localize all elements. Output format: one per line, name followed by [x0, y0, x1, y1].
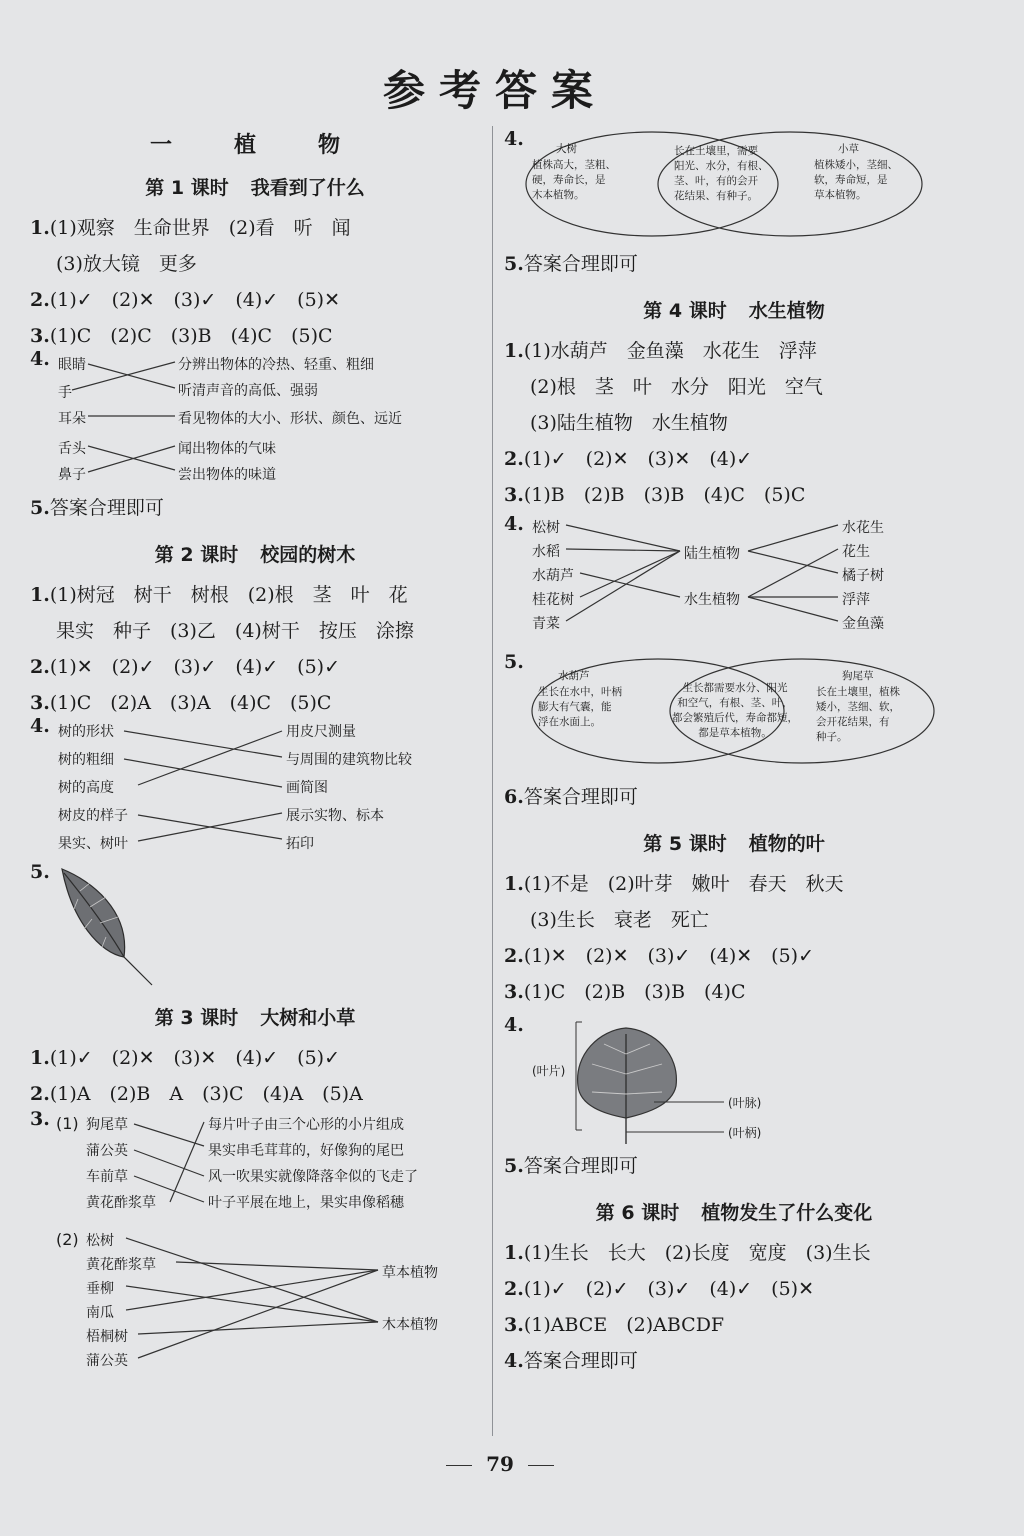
answer-text: (1)A (2)B A (3)C (4)A (5)A	[49, 1083, 363, 1105]
match-left-item: 水葫芦	[532, 568, 574, 584]
matching-senses	[30, 348, 480, 490]
answer-line	[30, 318, 480, 354]
leaf-rubbing-figure	[30, 861, 480, 989]
match-left-item: 青菜	[532, 616, 560, 632]
venn-tree-grass	[504, 128, 964, 246]
answer-line	[504, 441, 964, 477]
leaf-structure-figure	[504, 1014, 964, 1148]
question-number: 1.	[30, 584, 50, 606]
match-left-item: 手	[58, 385, 72, 401]
question-number: 3.	[30, 325, 50, 347]
answer-line	[504, 938, 964, 974]
answer-text: (1)✓ (2)✓ (3)✓ (4)✓ (5)✕	[523, 1278, 815, 1300]
match-left-item: 狗尾草	[86, 1117, 128, 1133]
leaf-vein-label: (叶脉)	[728, 1096, 762, 1110]
question-number: 2.	[30, 1083, 50, 1105]
answer-text: (1)B (2)B (3)B (4)C (5)C	[523, 484, 806, 506]
venn-left-title: 水葫芦	[558, 670, 590, 682]
sub-question-label: (1)	[56, 1114, 79, 1133]
match-left-item: 树的形状	[58, 724, 114, 740]
match-middle-item: 水生植物	[684, 592, 740, 608]
venn-middle-text: 长在土壤里，需要 阳光、水分，有根、 茎、叶，有的会开 花结果、有种子。	[674, 145, 769, 202]
lesson-name: 水生植物	[748, 300, 825, 322]
question-number: 4.	[504, 513, 524, 535]
question-number: 3.	[504, 484, 524, 506]
match-left-item: 南瓜	[86, 1305, 114, 1321]
question-number: 4.	[30, 348, 50, 370]
match-right-item: 每片叶子由三个心形的小片组成	[208, 1117, 404, 1133]
page-title: 参考答案	[382, 66, 607, 115]
lesson-number: 第 5 课时	[643, 833, 727, 855]
lesson-6-title	[504, 1198, 964, 1225]
match-right-item: 用皮尺测量	[286, 724, 356, 740]
question-number: 2.	[504, 1278, 524, 1300]
match-left-item: 车前草	[86, 1169, 128, 1185]
answer-text: (1)C (2)B (3)B (4)C	[523, 981, 746, 1003]
match-right-item: 浮萍	[842, 592, 870, 608]
lesson-number: 第 4 课时	[643, 300, 727, 322]
lesson-2-title	[30, 540, 480, 567]
question-number: 4.	[30, 715, 50, 737]
question-number: 4.	[504, 1014, 524, 1036]
answer-line	[30, 649, 480, 685]
sub-question-label: (2)	[56, 1230, 79, 1249]
answer-line: (2)根 茎 叶 水分 阳光 空气	[530, 376, 823, 398]
question-number: 3.	[504, 981, 524, 1003]
right-column	[504, 120, 964, 1379]
answer-text: 答案合理即可	[49, 497, 164, 519]
answer-line	[504, 1307, 964, 1343]
match-left-item: 蒲公英	[86, 1143, 128, 1159]
answer-text: 答案合理即可	[523, 1155, 638, 1177]
venn-left-text: 生长在水中，叶柄 膨大有气囊，能 浮在水面上。	[538, 686, 622, 728]
venn-left-title: 大树	[556, 143, 577, 155]
question-number: 5.	[504, 1155, 524, 1177]
lesson-number: 第 6 课时	[595, 1202, 680, 1224]
lesson-name: 植物发生了什么变化	[701, 1202, 873, 1224]
answer-text: (1)观察 生命世界 (2)看 听 闻	[49, 217, 351, 239]
venn-right-text: 长在土壤里，植株 矮小，茎细、软， 会开花结果，有 种子。	[816, 686, 900, 743]
lesson-5-title	[504, 829, 964, 856]
match-right-item: 橘子树	[842, 568, 884, 584]
leaf-blade-label: (叶片)	[532, 1064, 566, 1078]
answer-line: (3)生长 衰老 死亡	[530, 909, 709, 931]
match-left-item: 树皮的样子	[58, 808, 128, 824]
lesson-name: 植物的叶	[748, 833, 825, 855]
match-right-item: 木本植物	[382, 1317, 438, 1333]
lesson-number: 第 1 课时	[145, 177, 229, 199]
question-number: 1.	[504, 873, 524, 895]
answer-line	[30, 1040, 480, 1076]
lesson-3-title	[30, 1003, 480, 1030]
column-divider	[492, 126, 493, 1436]
question-number: 3.	[30, 1108, 50, 1130]
page-footer	[0, 1452, 1000, 1476]
match-left-item: 松树	[86, 1233, 114, 1249]
answer-line	[504, 1235, 964, 1271]
answer-line	[30, 1076, 480, 1112]
leaf-rubbing-icon	[52, 861, 192, 989]
venn-middle-text: 生长都需要水分、阳光 和空气，有根、茎、叶， 都会繁殖后代，寿命都短， 都是草本植物。	[672, 682, 798, 739]
answer-text: (1)✕ (2)✕ (3)✓ (4)✕ (5)✓	[523, 945, 815, 967]
match-left-item: 果实、树叶	[58, 836, 128, 852]
match-right-item: 展示实物、标本	[286, 808, 384, 824]
match-left-item: 耳朵	[58, 411, 86, 427]
match-left-item: 松树	[532, 520, 560, 536]
match-right-item: 叶子平展在地上，果实串像稻穗	[208, 1195, 404, 1211]
answer-text: 答案合理即可	[523, 1350, 638, 1372]
match-right-item: 分辨出物体的冷热、轻重、粗细	[178, 357, 374, 373]
question-number: 2.	[504, 448, 524, 470]
match-left-item: 黄花酢浆草	[86, 1257, 156, 1273]
question-number: 1.	[30, 217, 50, 239]
match-right-item: 花生	[842, 544, 870, 560]
answer-line	[30, 210, 480, 246]
matching-plant-type	[30, 1230, 480, 1390]
answer-line: (3)放大镜 更多	[56, 253, 197, 275]
match-left-item: 水稻	[532, 544, 560, 560]
answer-text: (1)✕ (2)✓ (3)✓ (4)✓ (5)✓	[49, 656, 341, 678]
match-right-item: 金鱼藻	[842, 616, 884, 632]
answer-line	[504, 246, 964, 282]
answer-text: (1)✓ (2)✕ (3)✓ (4)✓ (5)✕	[49, 289, 341, 311]
match-right-item: 与周围的建筑物比较	[286, 752, 412, 768]
page-number: 79	[486, 1452, 514, 1476]
match-left-item: 眼睛	[58, 357, 86, 373]
answer-text: (1)✓ (2)✕ (3)✕ (4)✓	[523, 448, 753, 470]
match-right-item: 水花生	[842, 520, 884, 536]
answer-line: 果实 种子 (3)乙 (4)树干 按压 涂擦	[56, 620, 414, 642]
answer-text: (1)不是 (2)叶芽 嫩叶 春天 秋天	[523, 873, 844, 895]
match-right-item: 风一吹果实就像降落伞似的飞走了	[208, 1169, 418, 1185]
matching-grass-features	[30, 1108, 480, 1230]
answer-line	[504, 477, 964, 513]
answer-line	[504, 1148, 964, 1184]
answer-line	[30, 685, 480, 721]
match-left-item: 垂柳	[86, 1281, 114, 1297]
match-right-item: 听清声音的高低、强弱	[178, 383, 318, 399]
answer-line	[30, 282, 480, 318]
answer-text: (1)C (2)C (3)B (4)C (5)C	[49, 325, 333, 347]
answer-text: (1)ABCE (2)ABCDF	[523, 1314, 725, 1336]
unit-title: 一 植 物	[149, 133, 360, 158]
matching-land-water-plants	[504, 513, 964, 643]
question-number: 3.	[504, 1314, 524, 1336]
match-left-item: 鼻子	[58, 467, 86, 483]
answer-text: (1)C (2)A (3)A (4)C (5)C	[49, 692, 332, 714]
answer-text: (1)✓ (2)✕ (3)✕ (4)✓ (5)✓	[49, 1047, 341, 1069]
question-number: 1.	[504, 340, 524, 362]
match-left-item: 黄花酢浆草	[86, 1195, 156, 1211]
answer-text: 答案合理即可	[523, 253, 638, 275]
answer-line	[504, 333, 964, 369]
answer-text: 答案合理即可	[523, 786, 638, 808]
lesson-number: 第 2 课时	[154, 544, 239, 566]
question-number: 1.	[30, 1047, 50, 1069]
answer-line	[504, 1271, 964, 1307]
question-number: 4.	[504, 128, 524, 150]
match-left-item: 舌头	[58, 441, 86, 457]
match-right-item: 果实串毛茸茸的，好像狗的尾巴	[208, 1143, 404, 1159]
match-right-item: 尝出物体的味道	[178, 467, 276, 483]
matching-tree-measure	[30, 715, 480, 861]
match-right-item: 闻出物体的气味	[178, 441, 276, 457]
question-number: 2.	[30, 289, 50, 311]
venn-right-text: 植株矮小，茎细、 软，寿命短，是 草本植物。	[814, 159, 898, 201]
answer-line	[504, 779, 964, 815]
match-right-item: 草本植物	[382, 1265, 438, 1281]
question-number: 5.	[504, 651, 524, 673]
venn-right-title: 小草	[838, 143, 859, 155]
left-column	[30, 120, 480, 1390]
question-number: 1.	[504, 1242, 524, 1264]
answer-line	[504, 1343, 964, 1379]
match-left-item: 梧桐树	[86, 1329, 128, 1345]
leaf-stalk-label: (叶柄)	[728, 1126, 762, 1140]
answer-text: (1)水葫芦 金鱼藻 水花生 浮萍	[523, 340, 817, 362]
match-left-item: 树的粗细	[58, 752, 114, 768]
venn-right-title: 狗尾草	[842, 670, 874, 682]
lesson-name: 大树和小草	[260, 1007, 356, 1029]
match-left-item: 树的高度	[58, 780, 114, 796]
match-right-item: 画简图	[286, 780, 328, 796]
answer-line	[30, 577, 480, 613]
lesson-name: 校园的树木	[260, 544, 356, 566]
question-number: 5.	[30, 497, 50, 519]
lesson-name: 我看到了什么	[250, 177, 365, 199]
match-left-item: 桂花树	[532, 592, 574, 608]
question-number: 6.	[504, 786, 524, 808]
answer-text: (1)生长 长大 (2)长度 宽度 (3)生长	[523, 1242, 871, 1264]
question-number: 3.	[30, 692, 50, 714]
question-number: 2.	[30, 656, 50, 678]
answer-line	[30, 490, 480, 526]
match-middle-item: 陆生植物	[684, 546, 740, 562]
lesson-4-title	[504, 296, 964, 323]
lesson-1-title	[30, 173, 480, 200]
match-right-item: 看见物体的大小、形状、颜色、远近	[178, 411, 402, 427]
question-number: 4.	[504, 1350, 524, 1372]
answer-line: (3)陆生植物 水生植物	[530, 412, 728, 434]
question-number: 5.	[504, 253, 524, 275]
match-left-item: 蒲公英	[86, 1353, 128, 1369]
answer-line	[504, 866, 964, 902]
question-number: 2.	[504, 945, 524, 967]
lesson-number: 第 3 课时	[154, 1007, 239, 1029]
question-number: 5.	[30, 861, 50, 883]
venn-water-hyacinth-foxtail	[504, 651, 964, 773]
answer-text: (1)树冠 树干 树根 (2)根 茎 叶 花	[49, 584, 408, 606]
venn-left-text: 植株高大，茎粗、 硬，寿命长，是 木本植物。	[532, 159, 616, 201]
answer-line	[504, 974, 964, 1010]
match-right-item: 拓印	[286, 836, 314, 852]
